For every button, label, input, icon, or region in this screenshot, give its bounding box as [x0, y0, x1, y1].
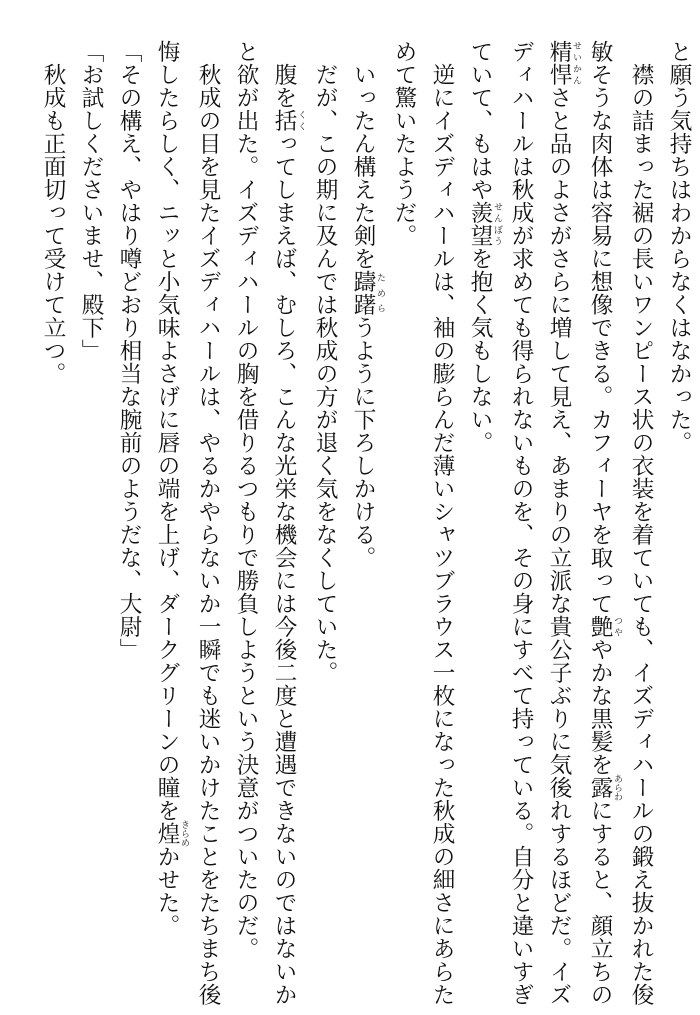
- text-segment: うように下ろしかける。: [350, 316, 376, 569]
- vertical-text-body: [34, 40, 698, 1006]
- text-segment: さと品のよさがさらに増して見え、あまりの立派な貴公子ぶりに気後れするほどだ。イズ: [546, 86, 572, 1006]
- text-line: [34, 40, 72, 975]
- text-line: [265, 40, 306, 1006]
- furigana-reading: あらわ: [612, 774, 622, 801]
- text-segment: 「その構え、やはり噂どおり相当な腕前のようだな、大尉」: [116, 40, 142, 661]
- text-segment: 秋成の目を見たイズディハールは、やるかやらないか一瞬でも迷いかけたことをたちまち後: [195, 40, 221, 1006]
- furigana-reading: ためら: [375, 270, 385, 316]
- text-segment: を抱く気もしない。: [467, 247, 493, 454]
- furigana-word: 精悍 せいかん: [546, 40, 581, 86]
- furigana-reading: きらめ: [179, 820, 189, 847]
- furigana-word: 羨望 せんぼう: [467, 201, 502, 247]
- text-segment: やかな黒髪を: [587, 638, 613, 776]
- text-line: [189, 40, 227, 1006]
- text-line: [148, 40, 189, 975]
- text-segment: と欲が出た。イズディハールの胸を借りるつもりで勝負しようという決意がついたのだ。: [233, 40, 259, 960]
- furigana-reading: つや: [612, 615, 622, 638]
- text-segment: かせた。: [154, 845, 180, 937]
- text-segment: 襟の詰まった裾の長いワンピース状の衣装を着ていても、イズディハールの鍛え抜かれた俊: [628, 40, 654, 1006]
- text-segment: 敏そうな肉体は容易に想像できる。カフィーヤを取って: [587, 40, 613, 615]
- text-line: [344, 40, 385, 975]
- furigana-word: 括 くく: [271, 109, 306, 132]
- text-segment: 腹を: [271, 40, 297, 109]
- text-segment: 「お試しくださいませ、殿下」: [78, 40, 104, 362]
- text-segment: 逆にイズディハールは、袖の膨らんだ薄いシャツブラウス一枚になった秋成の細さにあらた: [429, 40, 455, 1006]
- furigana-word: 露 あらわ: [587, 774, 622, 801]
- text-line: [306, 40, 344, 975]
- text-segment: ディハールは秋成が求めても得られないものを、その身にすべて持っている。自分と違いすぎ: [508, 40, 534, 1006]
- text-segment: と願う気持ちはわからなくはなかった。: [666, 40, 692, 454]
- text-line: [622, 40, 660, 1006]
- text-line: [110, 40, 148, 975]
- text-segment: ってしまえば、むしろ、こんな光栄な機会には今後二度と遭遇できないのではないか: [271, 132, 297, 1006]
- text-segment: 秋成も正面切って受けて立つ。: [40, 40, 66, 385]
- text-line: [227, 40, 265, 975]
- text-segment: ていて、もはや: [467, 40, 493, 201]
- furigana-reading: せんぼう: [492, 201, 502, 247]
- text-line: [72, 40, 110, 975]
- text-line: [385, 40, 423, 975]
- text-segment: めて驚いたようだ。: [391, 40, 417, 247]
- furigana-word: 艶 つや: [587, 615, 622, 638]
- furigana-word: 躊躇 ためら: [350, 270, 385, 316]
- text-line: [423, 40, 461, 1006]
- text-segment: だが、この期に及んでは秋成の方が退く気をなくしていた。: [312, 40, 338, 684]
- text-segment: にすると、顔立ちの: [587, 799, 613, 1006]
- text-segment: いったん構えた剣を: [350, 40, 376, 270]
- text-line: [502, 40, 540, 1006]
- text-segment: 悔したらしく、ニッと小気味よさげに唇の端を上げ、ダークグリーンの瞳を: [154, 40, 180, 822]
- furigana-reading: くく: [296, 109, 306, 132]
- furigana-reading: せいかん: [571, 40, 581, 86]
- text-line: [581, 40, 622, 1006]
- text-line: [461, 40, 502, 975]
- text-line: [660, 40, 698, 975]
- text-line: [540, 40, 581, 1006]
- furigana-word: 煌 きらめ: [154, 820, 189, 847]
